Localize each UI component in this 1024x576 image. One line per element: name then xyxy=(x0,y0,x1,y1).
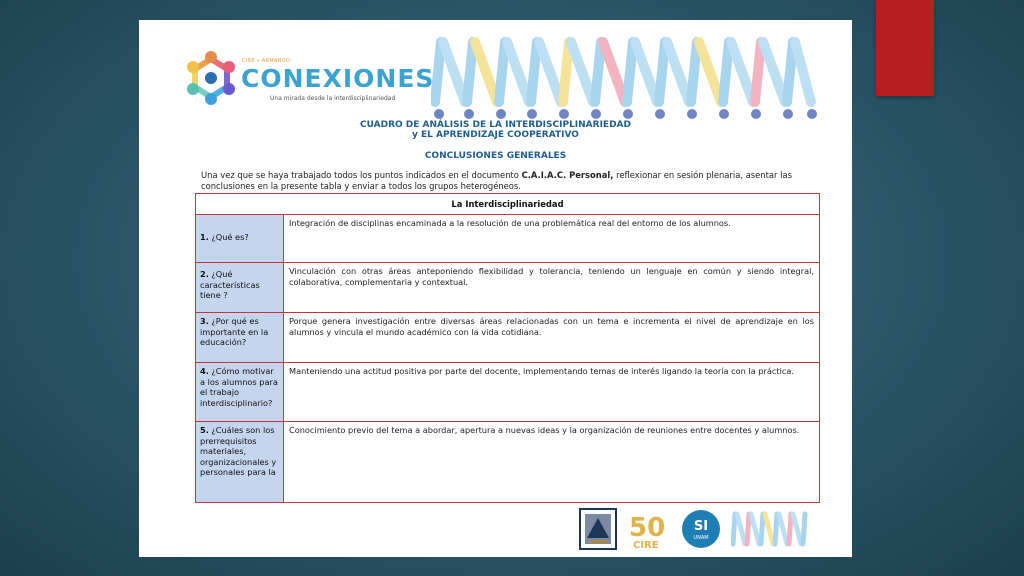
title-line-1: CUADRO DE ANÁLISIS DE LA INTERDISCIPLINARIEDAD xyxy=(360,120,631,130)
logo-top-text: CIRE • ARMANDO xyxy=(242,58,291,64)
answer-cell: Conocimiento previo del tema a abordar, apertura a nuevas ideas y la organización de reuniones entre docentes y alumnos. xyxy=(289,425,800,435)
question-number: 5. xyxy=(200,425,209,435)
logo-wordmark: CONEXIONES xyxy=(241,64,435,93)
intro-text-bold: C.A.I.A.C. Personal, xyxy=(521,170,614,180)
si-sublabel: UNAM xyxy=(693,535,709,541)
red-accent-tab xyxy=(876,0,934,96)
cire-label: CIRE xyxy=(633,540,659,550)
conexiones-logo-icon xyxy=(179,45,243,109)
mini-stripes-icon xyxy=(731,510,811,548)
table-row xyxy=(196,363,819,422)
answer-cell: Manteniendo una actitud positiva por parte del docente, implementando temas de interés ligando la teoría con la práctica. xyxy=(289,366,795,376)
question-text: ¿Cuáles son los prerrequisitos materiales, organizacionales y personales para la xyxy=(200,425,277,477)
question-number: 2. xyxy=(200,269,209,279)
table-row xyxy=(196,422,819,502)
conclusions-table xyxy=(195,193,820,503)
question-cell xyxy=(196,215,284,262)
question-number: 4. xyxy=(200,366,209,376)
logo-subtitle: Una mirada desde la interdisciplinariedad xyxy=(270,95,396,102)
answer-cell: Vinculación con otras áreas anteponiendo flexibilidad y tolerancia, teniendo un lenguaje en común y siendo integral, colaborativa, complementaria y contextual. xyxy=(289,266,814,287)
question-cell xyxy=(196,263,284,312)
svg-text:50: 50 xyxy=(629,513,666,543)
cire-50-logo-icon xyxy=(627,508,673,550)
table-row xyxy=(196,263,819,313)
answer-cell: Porque genera investigación entre diversas áreas relacionadas con un tema e incrementa el nivel de aprendizaje en los alumnos y vincula el mundo académico con la vida cotidiana. xyxy=(289,316,814,337)
question-text: ¿Cómo motivar a los alumnos para el trabajo interdisciplinario? xyxy=(200,366,278,408)
question-text: ¿Qué es? xyxy=(211,232,249,242)
table-row xyxy=(196,215,819,263)
document-page xyxy=(139,20,852,557)
si-label: SI xyxy=(693,519,709,534)
section-title: CONCLUSIONES GENERALES xyxy=(424,151,567,161)
intro-paragraph xyxy=(201,170,801,192)
question-number: 3. xyxy=(200,316,209,326)
answer-cell: Integración de disciplinas encaminada a la resolución de una problemática real del entorno de los alumnos. xyxy=(289,218,731,228)
footer-logos xyxy=(579,508,839,553)
table-row xyxy=(196,313,819,363)
question-text: ¿Por qué es importante en la educación? xyxy=(200,316,269,347)
question-cell xyxy=(196,363,284,421)
unam-seal-icon xyxy=(579,508,617,550)
question-text: ¿Qué características tiene ? xyxy=(200,269,260,300)
decorative-stripes-icon xyxy=(431,32,821,124)
table-header: La Interdisciplinariedad xyxy=(196,194,819,215)
intro-text-pre: Una vez que se haya trabajado todos los puntos indicados en el documento xyxy=(201,170,522,180)
question-cell xyxy=(196,422,284,502)
question-number: 1. xyxy=(200,232,209,242)
intro-text-post: reflexionar en sesión plenaria, asentar las conclusiones en la presente tabla y enviar a todos los grupos heterogéneos. xyxy=(201,170,792,191)
title-line-2: y EL APRENDIZAJE COOPERATIVO xyxy=(412,130,579,140)
si-unam-logo-icon xyxy=(681,508,721,550)
question-cell xyxy=(196,313,284,362)
